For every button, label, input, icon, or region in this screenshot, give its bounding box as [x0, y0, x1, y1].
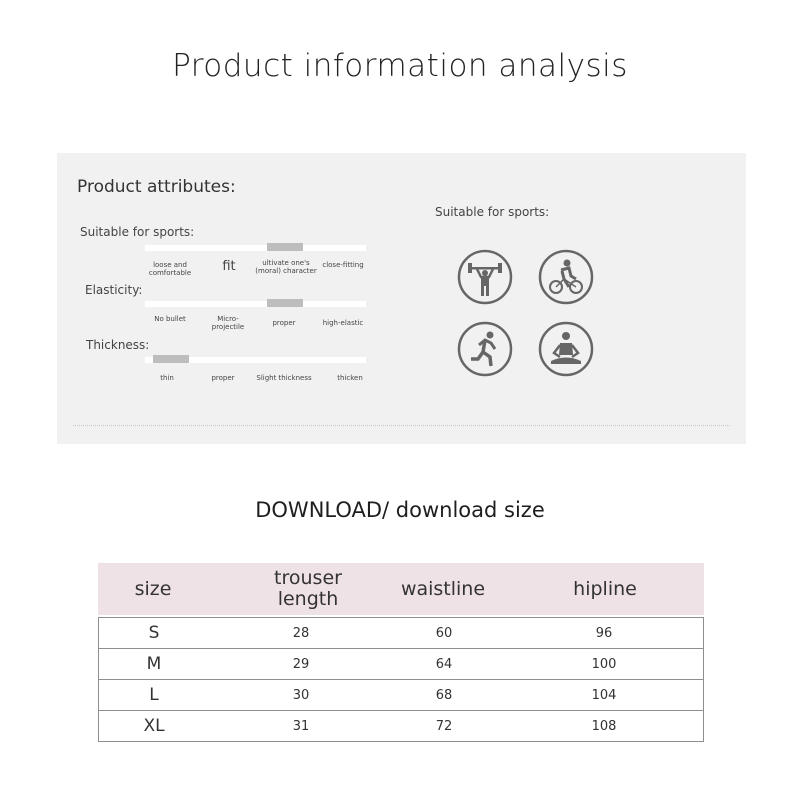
scale-option: close-fitting [322, 261, 364, 269]
size-table-body [98, 617, 704, 742]
yoga-icon [538, 321, 594, 377]
table-row [99, 649, 703, 680]
cell-hipline: 100 [591, 656, 617, 672]
table-row [99, 618, 703, 649]
header-cell-hipline: hipline [573, 577, 637, 600]
sports-label: Suitable for sports: [435, 205, 550, 219]
header-cell-trouser-length: trouser length [274, 567, 342, 610]
thickness-scale-track [145, 357, 366, 363]
cell-size: M [146, 654, 162, 674]
header-cell-waistline: waistline [400, 577, 486, 600]
scale-option: proper [272, 319, 296, 327]
size-table [98, 563, 704, 742]
attributes-heading: Product attributes: [77, 177, 236, 197]
scale-option: loose and comfortable [148, 261, 192, 277]
download-size-title: DOWNLOAD/ download size [255, 498, 545, 522]
sports-scale-marker [267, 243, 303, 251]
cell-trouser-length: 30 [292, 687, 310, 703]
thickness-row-label: Thickness: [86, 338, 150, 352]
cell-size: XL [143, 716, 165, 736]
scale-option: proper [211, 374, 235, 382]
scale-option: No bullet [154, 315, 186, 323]
scale-option: high-elastic [322, 319, 364, 327]
scale-option: Micro-projectile [211, 315, 245, 331]
elasticity-scale-track [145, 301, 366, 307]
elasticity-row-label: Elasticity: [85, 283, 143, 297]
table-row [99, 711, 703, 742]
scale-option: ultivate one's (moral) character [255, 259, 317, 275]
cell-waistline: 72 [435, 718, 453, 734]
running-icon [457, 321, 513, 377]
cell-hipline: 96 [595, 625, 613, 641]
product-attributes-panel [57, 153, 746, 444]
cell-hipline: 108 [591, 718, 617, 734]
panel-divider [73, 425, 730, 426]
cell-trouser-length: 29 [292, 656, 310, 672]
cell-hipline: 104 [591, 687, 617, 703]
cell-trouser-length: 28 [292, 625, 310, 641]
scale-option: Slight thickness [256, 374, 312, 382]
sports-row-label: Suitable for sports: [80, 225, 195, 239]
scale-option: fit [222, 259, 236, 274]
cell-size: L [149, 685, 159, 705]
cell-size: S [148, 623, 160, 643]
cell-waistline: 60 [435, 625, 453, 641]
size-table-header [98, 563, 704, 615]
scale-option: thin [160, 374, 174, 382]
header-cell-size: size [134, 577, 172, 600]
weightlifting-icon [457, 249, 513, 305]
cell-trouser-length: 31 [292, 718, 310, 734]
elasticity-scale-marker [267, 299, 303, 307]
thickness-scale-marker [153, 355, 189, 363]
sports-scale-track [145, 245, 366, 251]
table-row [99, 680, 703, 711]
cell-waistline: 64 [435, 656, 453, 672]
cycling-icon [538, 249, 594, 305]
page-title: Product information analysis [172, 48, 628, 84]
cell-waistline: 68 [435, 687, 453, 703]
scale-option: thicken [337, 374, 363, 382]
